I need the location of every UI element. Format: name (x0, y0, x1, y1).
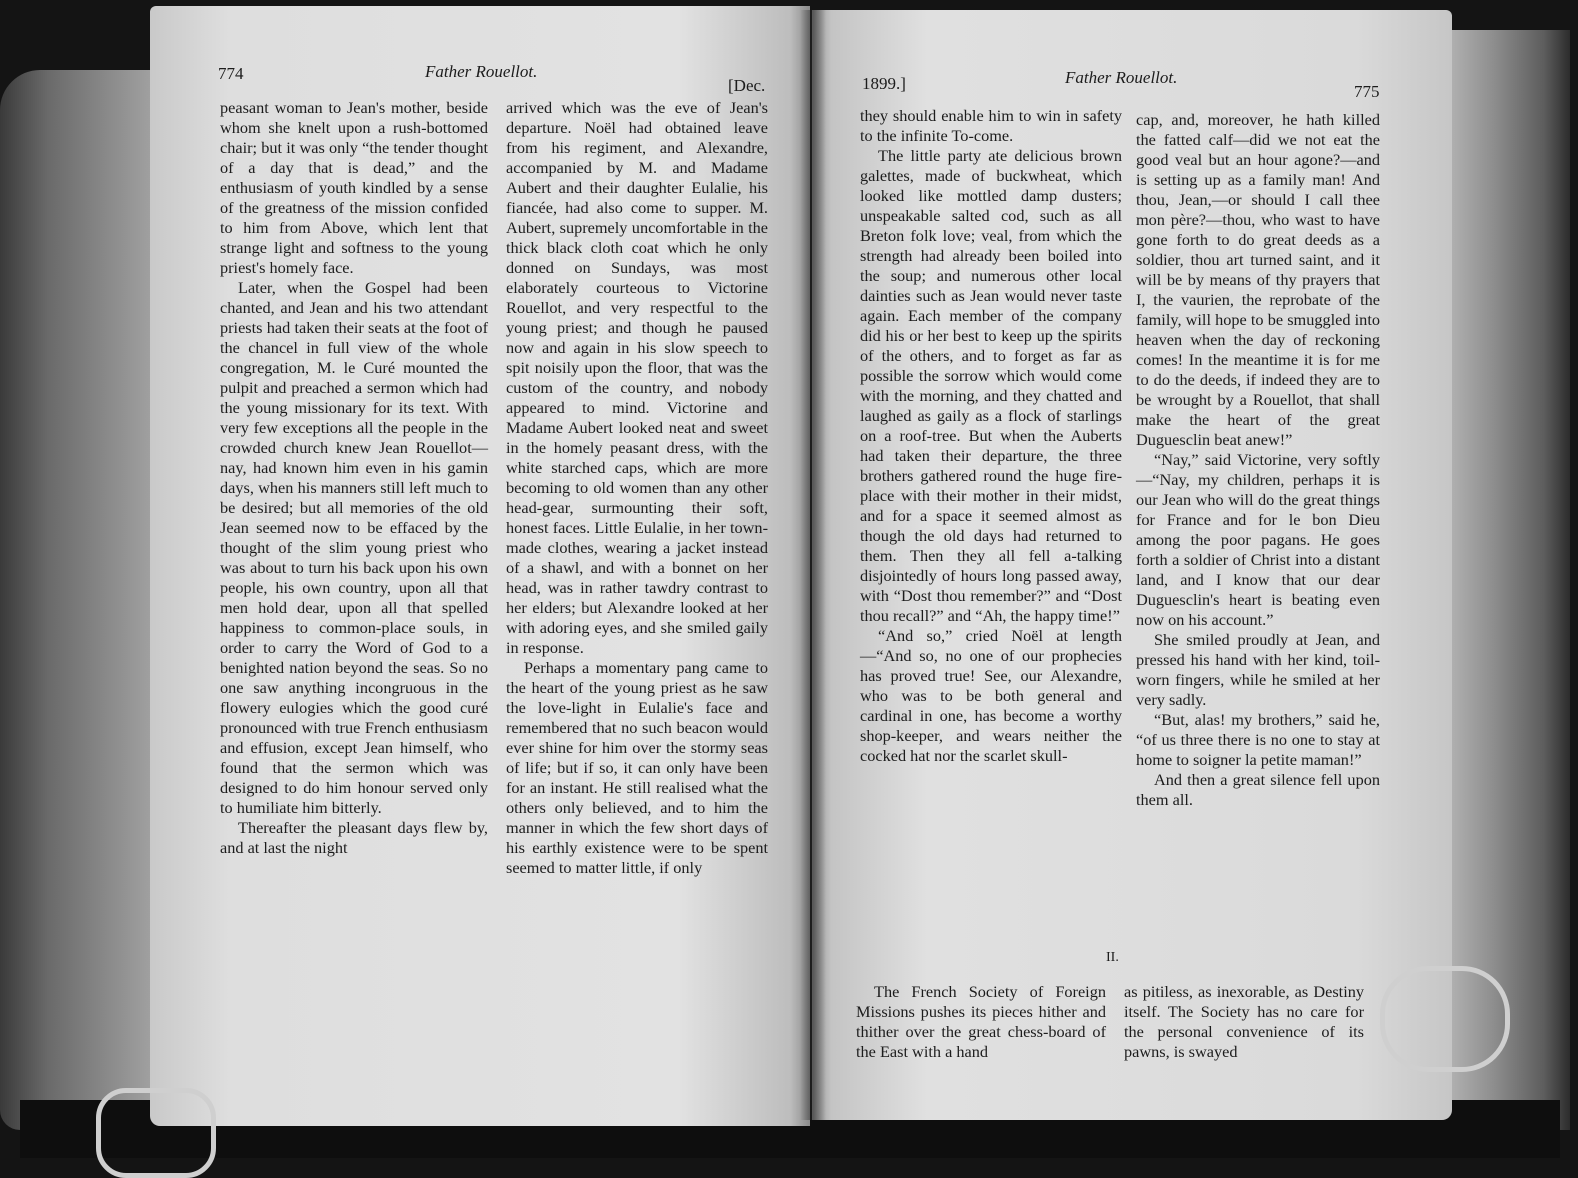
paragraph: “Nay,” said Victorine, very softly—“Nay, my children, perhaps it is our Jean who will do the great things for France and for le bon Dieu among the poor pagans. He goes forth a soldier of Christ into a distant land, and I know that our dear Duguesclin's heart is beating even now on his account.” (1136, 450, 1380, 629)
right-page-clip (1380, 966, 1510, 1072)
section-heading: II. (1106, 950, 1119, 965)
paragraph: Later, when the Gospel had been chanted, and Jean and his two attendant priests had taken their seats at the foot of the chancel in full view of the whole congregation, M. le Curé mounted the pulpit and preached a sermon which had the young missionary for its text. With very few exceptions all the people in the crowded church knew Jean Rouellot—nay, had known him even in his gamin days, when his manners still left much to be desired; but all memories of the old Jean seemed now to be effaced by the thought of the slim young priest who was about to turn his back upon his own people, his own country, upon all that men hold dear, upon all that spelled happiness to common-place souls, in order to carry the Word of God to a benighted nation beyond the seas. So no one saw anything incongruous in the flowery eulogies which the good curé pronounced with true French enthusiasm and effusion, except Jean himself, who found that the sermon which was designed to do him honour served only to humiliate him bitterly. (220, 278, 488, 817)
paragraph: The little party ate delicious brown galettes, made of buckwheat, which looked like mottled damp dusters; unspeakable salted cod, such as all Breton folk love; veal, from which the strength had already been boiled into the soup; and numerous other local dainties such as Jean would never taste again. Each member of the company did his or her best to keep up the spirits of the others, and to forget as far as possible the sorrow which would come with the morning, and they chatted and laughed as gaily as a flock of starlings on a roof-tree. But when the Auberts had taken their departure, the three brothers gathered round the huge fire-place with their mother in their midst, and for a space it seemed almost as though the old days had returned to them. Then they all fell a-talking disjointedly of hours long passed away, with “Dost thou remember?” and “Dost thou recall?” and “Ah, the happy time!” (860, 146, 1122, 625)
paragraph: peasant woman to Jean's mother, beside whom she knelt upon a rush-bottomed chair; but it was only “the tender thought of a day that is dead,” and the enthusiasm of youth kindled by a sense of the greatness of the mission confided to him from Above, which lent that strange light and softness to the young priest's homely face. (220, 98, 488, 277)
paragraph: She smiled proudly at Jean, and pressed his hand with her kind, toil-worn fingers, while he smiled at her very sadly. (1136, 630, 1380, 709)
left-page (150, 6, 810, 1126)
paragraph: And then a great silence fell upon them all. (1136, 770, 1380, 809)
paragraph: “And so,” cried Noël at length—“And so, no one of our prophecies has proved true! See, our Alexandre, who was to be both general and cardinal in one, has become a worthy shop-keeper, and wears neither the cocked hat nor the scarlet skull- (860, 626, 1122, 765)
paragraph: arrived which was the eve of Jean's departure. Noël had obtained leave from his regiment, and Alexandre, accompanied by M. and Madame Aubert and their daughter Eulalie, his fiancée, had also come to supper. M. Aubert, supremely uncomfortable in the thick black cloth coat which he only donned on Sundays, was most elaborately courteous to Victorine Rouellot, and very respectful to the young priest; and though he paused now and again in his slow speech to spit noisily upon the floor, that was the custom of the country, and nobody appeared to mind. Victorine and Madame Aubert looked neat and sweet in the homely peasant dress, with the white starched caps, which are more becoming to old women than any other head-gear, surmounting their soft, honest faces. Little Eulalie, in her town-made clothes, wearing a jacket instead of a shawl, and with a bonnet on her head, was in rather tawdry contrast to her elders; but Alexandre looked at her with adoring eyes, and she smiled gaily in response. (506, 98, 768, 657)
right-column-2 (1136, 110, 1380, 810)
running-title-right: Father Rouellot. (1065, 68, 1178, 87)
book-gutter (800, 10, 826, 1120)
running-title-left: Father Rouellot. (425, 62, 538, 81)
page-number-left: 774 (218, 64, 244, 83)
paragraph: cap, and, moreover, he hath killed the fatted calf—did we not eat the good veal but an hour agone?—and is setting up as a family man! And thou, Jean,—or should I call thee mon père?—thou, who wast to have gone forth to do great deeds as a soldier, thou art turned saint, and it will be by means of thy prayers that I, the vaurien, the reprobate of the family, will hope to be smuggled into heaven when the day of reckoning comes! In the meantime it is for me to do the deeds, if indeed they are to be wrought by a Rouellot, that shall make the heart of the great Duguesclin beat anew!” (1136, 110, 1380, 449)
paragraph: Perhaps a momentary pang came to the heart of the young priest as he saw the love-light in Eulalie's face and remembered that no such beacon would ever shine for him over the stormy seas of life; but if so, it can only have been for an instant. He still realised what the others only believed, and to him the manner in which the few short days of his earthly existence were to be spent seemed to matter little, if only (506, 658, 768, 877)
right-column-1 (860, 106, 1122, 766)
left-column-2 (506, 98, 768, 878)
month-tag: [Dec. (728, 76, 766, 95)
paragraph: The French Society of Foreign Missions pushes its pieces hither and thither over the great chess-board of the East with a hand (856, 982, 1106, 1061)
paragraph: “But, alas! my brothers,” said he, “of us three there is no one to stay at home to soigner la petite maman!” (1136, 710, 1380, 769)
left-page-clip (96, 1088, 216, 1178)
paragraph: as pitiless, as inexorable, as Destiny itself. The Society has no care for the personal convenience of its pawns, is swayed (1124, 982, 1364, 1061)
right-page-block-edge (1440, 30, 1570, 1130)
left-column-1 (220, 98, 488, 858)
left-page-block-edge (0, 70, 160, 1130)
section-column-2 (1124, 982, 1364, 1062)
paragraph: Thereafter the pleasant days flew by, and at last the night (220, 818, 488, 857)
section-column-1 (856, 982, 1106, 1062)
paragraph: they should enable him to win in safety to the infinite To-come. (860, 106, 1122, 145)
year-tag: 1899.] (862, 74, 906, 93)
right-page (812, 10, 1452, 1120)
page-number-right: 775 (1354, 82, 1380, 101)
